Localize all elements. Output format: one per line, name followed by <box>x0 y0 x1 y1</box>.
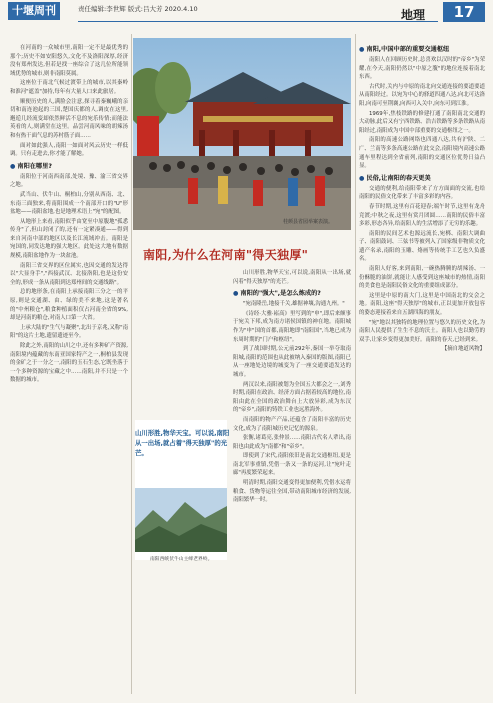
article-source: 【摘自地道风物】 <box>441 346 485 353</box>
paragraph: "宛"地以其独特的地理位置与悠久的历史文化,为南阳人民提供了生生不息的沃土。南阳人也以勤劳的双手,让家乡变得更加美好。南阳的春天,已经到来。 <box>359 319 485 343</box>
paragraph: 到了战国时期,公元前292年,秦国一举夺取南阳城,南阳的范围也从此被纳入秦国的版图,南阳已从一座地处边境的城变为了一座交通要道发达的城市。 <box>233 346 351 378</box>
column-divider <box>131 34 132 694</box>
paragraph: 1969年,焦枝铁路的修建打通了南阳南北交通的大动脉,此后又有宁西铁路、浩吉铁路等多条铁路从南阳经过,南阳成为中国中部重要的交通枢纽之一。 <box>359 110 485 134</box>
mountain-photo-caption: 南阳西峡伏牛山主峰老界岭。 <box>150 557 213 562</box>
photo-caption: 桂颜县省园举案表演。 <box>283 219 334 225</box>
paragraph: 从地形上来看,南阳似乎由宽至中原腹地"孤悉传身"了,但山封闭了的,还有一定紧凑通——得到来自河南中部的地区以及长江流域冲击。南阳是宛国的,同发达地的强大地区。此处这大地有数据规模,南阳盆地作为一块盆池。 <box>10 218 128 260</box>
paragraph: 即使到了宋代,南阳依旧是南北交通枢纽,更是南北军事重镇,凭借一条又一条的运河,让"宛叶走廊"再度繁荣起来。 <box>233 453 351 477</box>
page-header <box>0 0 493 26</box>
paragraph: 两汉以来,南阳被划为全国五大都会之一,刘秀时期,南阳在政治、经济方面占据着较高的地位,南阳由此在全国的政治舞台上大放异彩,成为东汉的"帝乡",南阳的铸铁工业也远胜海外。 <box>233 381 351 414</box>
paragraph: 春节时期,这里有百花迎春;端午时节,这里有龙舟竞渡;中秋之夜,这里有赏月团圆……南阳的民俗丰富多彩,形态各异,给南阳人的生活增添了无穷的乐趣。 <box>359 203 485 228</box>
paragraph: 南阳的高速公路网络也四通八达,共有沪陕、二广、兰南等多条高速公路在此交会,南阳境内高速公路通车里程达到全省前列,南阳的交通区位优势日益凸显。 <box>359 137 485 170</box>
article-headline: 南阳,为什么在河南"得天独厚" <box>143 248 309 262</box>
paragraph: 张衡,诸葛亮,张仲景……南阳古代名人辈出,南阳也由此成为"南都"和"帝乡"。 <box>233 435 351 450</box>
newspaper-logo: 十堰周刊 <box>8 2 60 20</box>
paragraph: 这座位于南北气候过渡带上的城市,以其秦岭和淮河"遮盖"加持,每年有大量人口来此旅居。 <box>10 80 128 95</box>
paragraph: 交通的便利,给南阳带来了方方面面的交流,也给南阳的民俗文化带来了丰富多彩的内容。 <box>359 185 485 201</box>
paragraph: 山川形胜,物华天宝,可以说,南阳从一出场,就闪着"得天独厚"的光芒。 <box>233 270 351 285</box>
paragraph: 南阳的民间艺术也源远流长,宛梆、南阳大调曲子、南阳鼓词、三弦书等被列入了国家级非物质文化遗产名录,南阳的玉雕、烙画等传统手工艺也久负盛名。 <box>359 230 485 263</box>
paragraph: 除此之外,南阳的山川之中,还有多种矿产资源,南阳境内蕴藏的东南亚国家特产之一,桐柏县发现的金矿之于一分之一,南阳的玉石生态,它既坐落于一个多种资源的宝藏之中……南阳,并不只是一个数据的城市。 <box>10 343 128 384</box>
paragraph: 明清时期,南阳交通变得更加便利,凭借水运将粮食、货物等运往全国,带动南阳城市经济的发展,南阳繁华一时。 <box>233 480 351 504</box>
article-column-1 <box>10 44 128 692</box>
paragraph: 上承大陆的"生气与凝聚",北出于京兆,又称"南阳"的这片土地,遗留遗迹至今。 <box>10 324 128 340</box>
column-divider <box>355 34 356 694</box>
paragraph: 总的地形条,在南阳上承接南阳三分之一的平原,则是交通湖、由、绿的美不来地,这是著名的"中州粮仓",粮食种植面积仅占河南全省的9%,却是河南的粮仓,对南人口第一大省。 <box>10 289 128 322</box>
main-photo <box>133 38 351 230</box>
page-number: 17 <box>443 2 485 22</box>
article-column-2 <box>233 269 351 691</box>
subheading-transport: ● 南阳,中国中部的重要交通枢纽 <box>359 46 450 53</box>
header-rule <box>78 21 438 22</box>
subheading-where: ● 南阳在哪里? <box>10 162 52 170</box>
paragraph: 而南阳的物产产品,还蕴含了南阳丰富的历史文化,成为了南阳城历史记忆的源泉。 <box>233 416 351 432</box>
paragraph: 武当山、伏牛山、桐柏山,分别从西南、北、东南三面独来,将南阳围成一个南部开口的"U"形盆地——南阳盆地,也是地理术语上"宛"的配图。 <box>10 191 128 216</box>
paragraph: 这里是中原的南大门,这里是中国南北的交会之地。南阳,这座"得天独厚"的城市,正以更加开放包容的姿态迎接着来自五湖四海的朋友。 <box>359 292 485 317</box>
paragraph: 面对如此强人,南阳一如面对风云历史一样低调。只有走进去,你才能了解她。 <box>10 142 128 158</box>
paragraph: 顺便历史的人,满脸会注意,探寻着秦巍峨的亲切和南连池起的三国,楚国庆都的人,调皮在这里,邂逅几经流变却依然鲜活不息的宛乐传情;而能法英看的人,则满堂在这里。品尝河南风味的胡辣汤和有热干面气息的苏村筋子面…… <box>10 98 128 139</box>
paragraph: 在河南的一众城市里,南阳一定不是最优秀的那个;历史不如安阳悠久,文化不及洛阳深厚,经济没有郑州发达,但若是找一座综合了这几位所能领域优势的城市,则非南阳莫属。 <box>10 45 128 77</box>
paragraph: 南阳人好客,来到南阳,一碗热腾腾的胡辣汤、一份酥脆的油饼,就能让人感受到这座城市的热情,南阳的美食也是南阳民俗文化的重要组成部分。 <box>359 266 485 290</box>
pull-quote: 山川形胜,物华天宝。可以说,南阳从一出场,就占着"得天独厚"的光芒。 <box>135 429 230 457</box>
section-label: 地理 <box>401 8 426 22</box>
paragraph: 古代时,关内与中原的南北向交通连接的要道要道从南阳经过。以宛为中心的驿道四通八达,向北可达洛阳,向南可至荆襄,向西可入关中,向东可到江淮。 <box>359 83 485 107</box>
subheading-strong: ● 南阳的"强大",是怎么炼成的? <box>233 290 321 298</box>
mountain-photo <box>135 488 227 552</box>
paragraph: 南阳三省交界的区位属实,也因交通的发达得以"大显身手","西接武汉、北接洛阳,也是这份安全的,形成一条从南阳到达郑州间的交通线路"。 <box>10 262 128 286</box>
paragraph: 南阳位于河南西南部,处境、豫、渝三省交界之地。 <box>10 173 128 189</box>
subheading-folk: ● 民俗,让南阳的春天更美 <box>359 174 431 182</box>
editor-credits: 责任编辑:李世辉 版式:吕大芳 2020.4.10 <box>78 5 198 13</box>
paragraph: 《诗经·大雅·崧高》里写到的"申",即后来颇事于宛关下邦,成为南方诸侯国镇的神在地。南阳城作为"申"国的首都,南阳地即"南阳国",当地已成为东周时期的"门户和枢纽"。 <box>233 310 351 343</box>
paragraph: 南阳人在回顾历史时,总喜欢以汉时的"帝乡"为荣耀,在今天,南阳仍然以"中原之腹"的地位连接着南北东西。 <box>359 57 485 81</box>
article-column-3 <box>359 42 485 692</box>
paragraph: "宛南隆岳,地接千关,雄据神壤,沟通九州。" <box>243 301 345 308</box>
